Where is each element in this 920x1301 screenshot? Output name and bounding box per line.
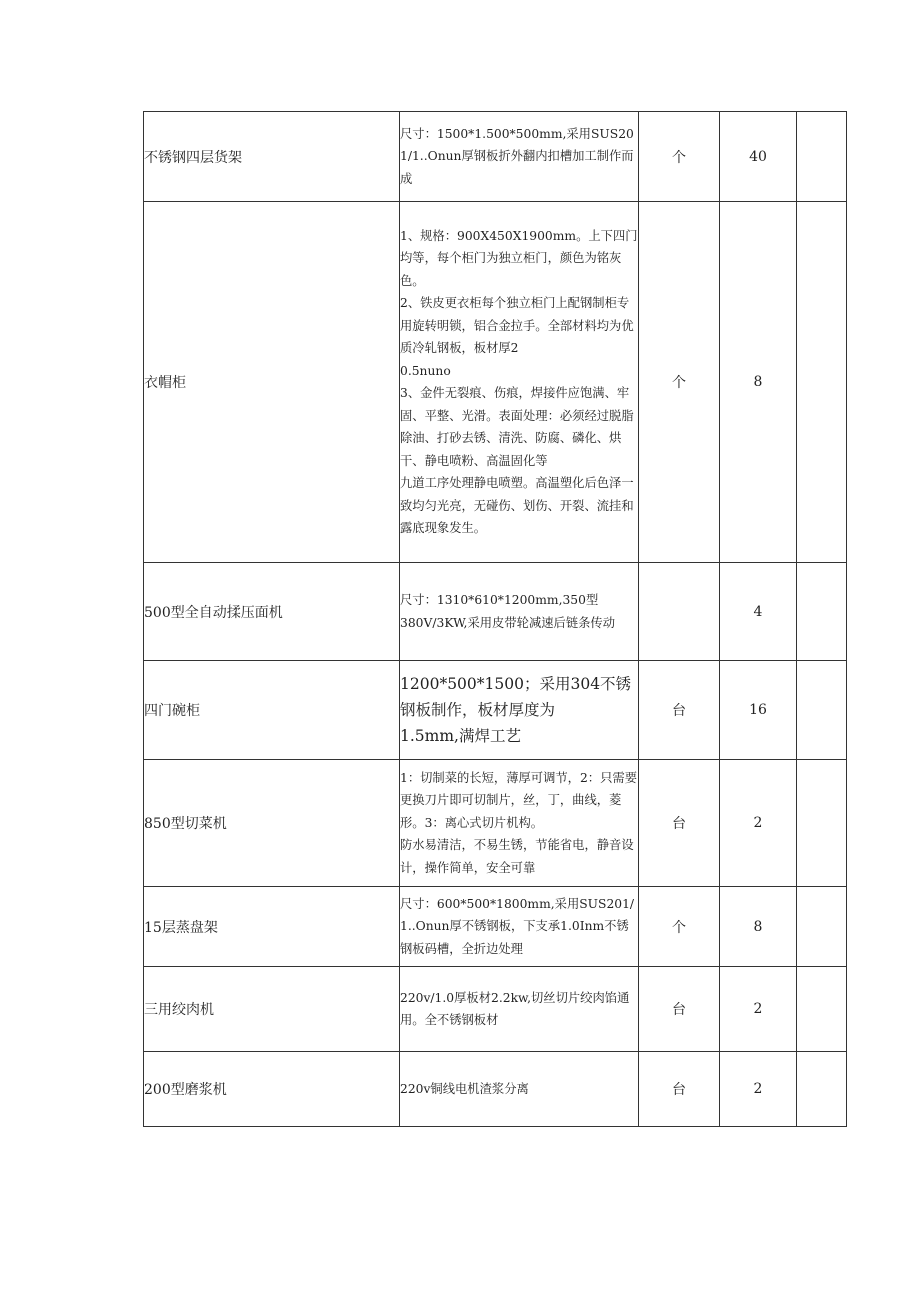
spec-line: 尺寸：1310*610*1200mm,350型 [400, 593, 599, 607]
item-unit: 个 [639, 112, 720, 202]
table-row [144, 967, 847, 1052]
item-quantity: 8 [720, 202, 797, 563]
item-unit: 台 [639, 1052, 720, 1127]
spec-line: 1：切制菜的长短，薄厚可调节，2：只需要更换刀片即可切制片，丝，丁，曲线，菱形。3：离心式切片机构。 [400, 770, 637, 830]
item-quantity: 2 [720, 967, 797, 1052]
item-unit: 台 [639, 760, 720, 887]
spec-line: 3、金件无裂痕、伤痕，焊接件应饱满、牢固、平整、光滑。表面处理：必须经过脱脂除油、打砂去锈、清洗、防腐、磷化、烘干、静电喷粉、高温固化等 [400, 386, 634, 468]
table-row [144, 202, 847, 563]
item-unit: 个 [639, 202, 720, 563]
spec-line: 380V/3KW,采用皮带轮减速后链条传动 [400, 615, 616, 630]
spec-line: 九道工序处理静电喷塑。高温塑化后色泽一致均匀光亮，无碰伤、划伤、开裂、流挂和露底现象发生。 [400, 476, 634, 535]
item-spec [400, 887, 639, 967]
spec-line: 1、规格：900X450X1900mm。上下四门均等，每个柜门为独立柜门，颜色为铭灰色。 [400, 228, 638, 288]
item-spec [400, 202, 639, 563]
item-name: 四门碗柜 [144, 661, 400, 760]
item-spec [400, 760, 639, 887]
table-row [144, 887, 847, 967]
item-spec [400, 967, 639, 1052]
item-name: 850型切菜机 [144, 760, 400, 887]
item-quantity: 8 [720, 887, 797, 967]
item-quantity: 40 [720, 112, 797, 202]
spec-line: 1.5mm,满焊工艺 [400, 727, 521, 745]
empty-cell [797, 112, 847, 202]
item-name: 不锈钢四层货架 [144, 112, 400, 202]
item-quantity: 4 [720, 563, 797, 661]
spec-line: 防水易清洁，不易生锈，节能省电，静音设计，操作简单，安全可靠 [400, 838, 634, 875]
item-quantity: 2 [720, 1052, 797, 1127]
item-spec [400, 112, 639, 202]
spec-line: 1200*500*1500；采用304不锈钢板制作，板材厚度为 [400, 675, 632, 719]
table-row [144, 1052, 847, 1127]
table-row [144, 563, 847, 661]
spec-line: 220v铜线电机渣浆分离 [400, 1081, 529, 1096]
item-quantity: 2 [720, 760, 797, 887]
item-unit [639, 563, 720, 661]
table-row [144, 112, 847, 202]
empty-cell [797, 1052, 847, 1127]
spec-line: 2、铁皮更衣柜每个独立柜门上配钢制柜专用旋转明锁，铝合金拉手。全部材料均为优质冷轧钢板，板材厚2 [400, 296, 634, 355]
item-quantity: 16 [720, 661, 797, 760]
empty-cell [797, 967, 847, 1052]
item-spec [400, 1052, 639, 1127]
item-name: 衣帽柜 [144, 202, 400, 563]
empty-cell [797, 202, 847, 563]
item-spec [400, 661, 639, 760]
spec-line: 0.5nuno [400, 363, 451, 378]
empty-cell [797, 760, 847, 887]
empty-cell [797, 661, 847, 760]
spec-line: 尺寸：1500*1.500*500mm,采用SUS201/1..Onun厚钢板折外翻内扣槽加工制作而成 [400, 126, 634, 186]
table-row [144, 760, 847, 887]
item-spec [400, 563, 639, 661]
item-name: 200型磨浆机 [144, 1052, 400, 1127]
spec-line: 220v/1.0厚板材2.2kw,切丝切片绞肉馅通用。全不锈钢板材 [400, 990, 630, 1027]
item-unit: 台 [639, 661, 720, 760]
empty-cell [797, 887, 847, 967]
empty-cell [797, 563, 847, 661]
item-name: 三用绞肉机 [144, 967, 400, 1052]
item-name: 15层蒸盘架 [144, 887, 400, 967]
spec-line: 尺寸：600*500*1800mm,采用SUS201/1..Onun厚不锈钢板，下支承1.0Inm不锈钢板码槽，全折边处理 [400, 896, 635, 956]
table-row [144, 661, 847, 760]
item-unit: 个 [639, 887, 720, 967]
item-name: 500型全自动揉压面机 [144, 563, 400, 661]
equipment-spec-table [143, 111, 847, 1127]
item-unit: 台 [639, 967, 720, 1052]
